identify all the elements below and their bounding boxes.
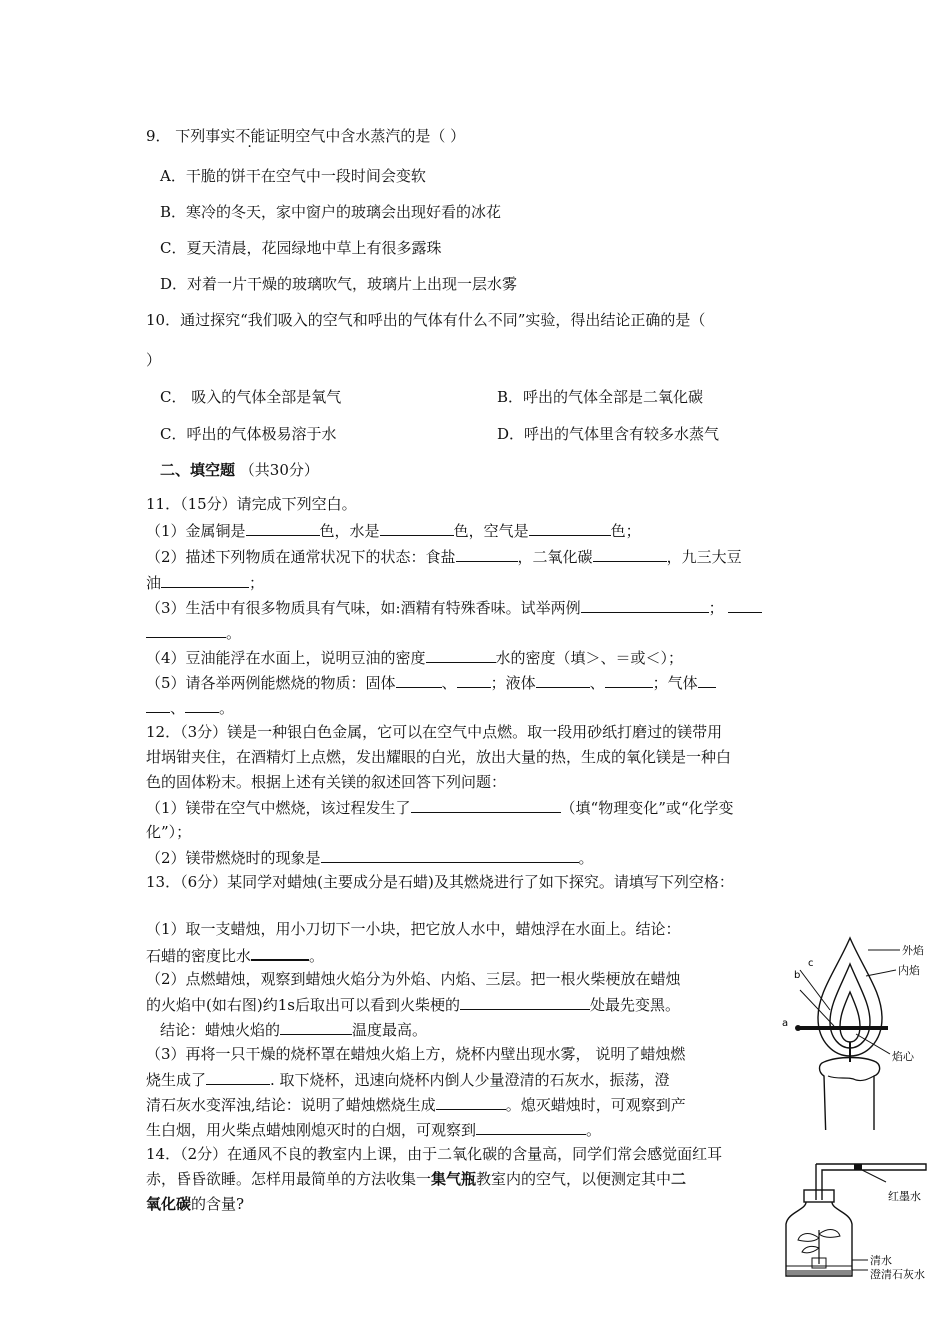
gas-bottle-diagram (776, 1160, 946, 1284)
q11-line7: （5）请各举两例能燃烧的物质：固体 、 ；液体 、 ；气体 (146, 672, 716, 693)
q13-line5: 结论：蜡烛火焰的 温度最高。 (160, 1021, 428, 1039)
q13-line3: （2）点燃蜡烛，观察到蜡烛火焰分为外焰、内焰、三层。把一根火柴梗放在蜡烛 (146, 970, 681, 988)
q10-stem-line2: ） (146, 351, 162, 369)
label-c: c (808, 958, 814, 969)
label-limewater: 澄清石灰水 (870, 1268, 925, 1281)
label-b: b (794, 970, 801, 981)
q9-option-b: B．寒冷的冬天，家中窗户的玻璃会出现好看的冰花 (160, 203, 502, 221)
q9-option-a: A．干脆的饼干在空气中一段时间会变软 (160, 167, 426, 185)
section-heading: 二、填空题 （共30分） (160, 461, 319, 479)
q13-head: 13．（6分）某同学对蜡烛(主要成分是石蜡)及其燃烧进行了如下探究。请填写下列空格： (146, 873, 734, 891)
q11-line5: 。 (146, 622, 241, 643)
q13-line6: （3）再将一只干燥的烧杯罩在蜡烛火焰上方，烧杯内壁出现水雾， 说明了蜡烛燃 (146, 1045, 686, 1063)
q10-option-3: C．呼出的气体极易溶于水 (160, 425, 337, 443)
candle-flame-diagram (778, 930, 938, 1130)
q12-line4: （1）镁带在空气中燃烧，该过程发生了 （填“物理变化”或“化学变 (146, 799, 734, 817)
q11-line3: 油 ； (146, 574, 265, 592)
q12-line2: 坩埚钳夹住，在酒精灯上点燃，发出耀眼的白光，放出大量的热，生成的氧化镁是一种白 (146, 748, 732, 766)
q12-line1: 12．（3分）镁是一种银白色金属，它可以在空气中点燃。取一段用砂纸打磨过的镁带用 (146, 723, 723, 741)
q11-line4: （3）生活中有很多物质具有气味，如:酒精有特殊香味。试举两例 ； (146, 597, 762, 618)
label-inner-flame: 内焰 (898, 964, 920, 977)
q10-stem-line1: 10．通过探究“我们吸入的空气和呼出的气体有什么不同”实验，得出结论正确的是（ (146, 311, 706, 329)
q13-line7: 烧生成了 . 取下烧杯，迅速向烧杯内倒人少量澄清的石灰水，振荡，澄 (146, 1071, 670, 1089)
q14-line3: 氧化碳的含量? (146, 1195, 245, 1213)
label-a: a (782, 1018, 789, 1029)
q13-line9: 生白烟，用火柴点蜡烛刚熄灭时的白烟，可观察到 。 (146, 1121, 602, 1139)
q14-line2: 赤，昏昏欲睡。怎样用最简单的方法收集一集气瓶教室内的空气，以便测定其中二 (146, 1170, 687, 1188)
q9-option-c: C．夏天清晨，花园绿地中草上有很多露珠 (160, 239, 442, 257)
q13-line8: 清石灰水变浑浊,结论：说明了蜡烛燃烧生成 。熄灭蜡烛时，可观察到产 (146, 1096, 686, 1114)
emphasis-text: 不能 (235, 127, 266, 145)
q14-line1: 14．（2分）在通风不良的教室内上课，由于二氧化碳的含量高，同学们常会感觉面红耳 (146, 1145, 723, 1163)
q13-line2: 石蜡的密度比水 。 (146, 944, 324, 966)
label-outer-flame: 外焰 (902, 944, 924, 957)
q11-line1: （1）金属铜是 色，水是 色，空气是 色； (146, 522, 641, 540)
q12-line6: （2）镁带燃烧时的现象是 。 (146, 849, 594, 867)
q9-stem: 9． 下列事实不能证明空气中含水蒸汽的是（ ） (146, 127, 466, 145)
q10-option-4: D．呼出的气体里含有较多水蒸气 (497, 425, 720, 443)
q11-line6: （4）豆油能浮在水面上，说明豆油的密度 水的密度（填＞、＝或＜）； (146, 649, 684, 667)
q11-line8: 、 。 (146, 697, 234, 718)
q13-line1: （1）取一支蜡烛，用小刀切下一小块，把它放人水中，蜡烛浮在水面上。结论： (146, 920, 681, 938)
q12-line5: 化”）； (146, 823, 192, 841)
label-clear-water: 清水 (870, 1254, 892, 1267)
q11-line2: （2）描述下列物质在通常状况下的状态：食盐 ，二氧化碳 ，九三大豆 (146, 548, 742, 566)
q11-head: 11．（15分）请完成下列空白。 (146, 495, 357, 513)
label-flame-core: 焰心 (892, 1050, 914, 1063)
q10-option-2: B．呼出的气体全部是二氧化碳 (497, 388, 704, 406)
q13-line4: 的火焰中(如右图)约1s后取出可以看到火柴梗的 处最先变黑。 (146, 996, 680, 1014)
q10-option-1: C． 吸入的气体全部是氧气 (160, 388, 342, 406)
label-red-ink: 红墨水 (888, 1190, 921, 1203)
q12-line3: 色的固体粉末。根据上述有关镁的叙述回答下列问题： (146, 773, 507, 791)
q9-option-d: D．对着一片干燥的玻璃吹气，玻璃片上出现一层水雾 (160, 275, 518, 293)
